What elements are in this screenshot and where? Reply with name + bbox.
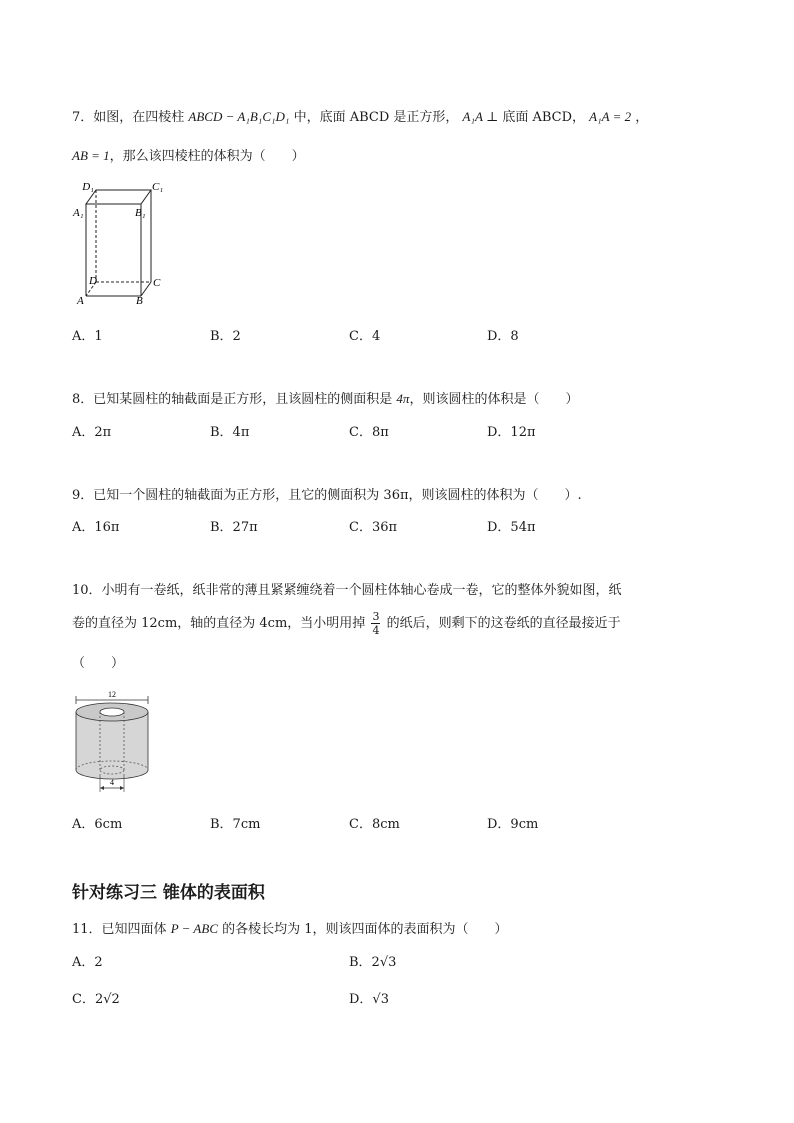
q7-line1 [72, 106, 648, 125]
q8-area-expr: 4π [396, 391, 410, 406]
q7-text-b: 中，底面 ABCD 是正方形， [293, 110, 459, 125]
q8-text-b: ，则该圆柱的体积是（ ） [409, 392, 579, 407]
q7-option-d: D．8 [487, 329, 519, 344]
q7-option-c: C．4 [349, 329, 381, 344]
q9-area-expr: 36π [383, 488, 409, 503]
q8-option-a: A．2π [72, 425, 112, 440]
label-C1: C₁ [152, 181, 164, 193]
q7-text-a: 7．如图，在四棱柱 [72, 110, 185, 125]
label-D: D [89, 275, 97, 287]
q7-text-e: ，那么该四棱柱的体积为（ ） [109, 149, 305, 164]
q7-text-c: 底面 ABCD， [502, 110, 586, 125]
q7-option-a: A．1 [72, 329, 103, 344]
q10-text-b: 的纸后，则剩下的这卷纸的直径最接近于 [386, 616, 621, 631]
q8-option-d: D．12π [487, 425, 536, 440]
q9-option-a: A．16π [72, 520, 120, 535]
q10-fraction-denominator: 4 [372, 624, 380, 637]
q7-ab-expr: AB = 1 [72, 148, 110, 163]
q7-prism-expr: ABCD − A₁B₁C₁D₁ [188, 109, 290, 124]
q10-fraction-numerator: 3 [372, 610, 380, 623]
q9-stem [72, 484, 582, 503]
q10-line3: （ ） [72, 656, 125, 671]
label-D1: D₁ [82, 181, 94, 193]
q8-option-c: C．8π [349, 425, 389, 440]
q10-option-d: D．9cm [487, 817, 539, 832]
q7-perp-expr: A₁A ⊥ [462, 109, 499, 124]
q9-text-a: 9．已知一个圆柱的轴截面为正方形，且它的侧面积为 [72, 488, 380, 503]
q10-option-a: A．6cm [72, 817, 123, 832]
q10-option-c: C．8cm [349, 817, 400, 832]
q9-option-b: B．27π [210, 520, 258, 535]
label-C: C [153, 277, 161, 289]
q10-paper-roll-figure [72, 688, 162, 798]
q8-text-a: 8．已知某圆柱的轴截面是正方形，且该圆柱的侧面积是 [72, 392, 393, 407]
section-heading: 针对练习三 锥体的表面积 [72, 883, 265, 903]
q9-option-c: C．36π [349, 520, 398, 535]
q11-option-d: D．√3 [349, 992, 389, 1007]
q10-line1: 10．小明有一卷纸，纸非常的薄且紧紧缠绕着一个圆柱体轴心卷成一卷，它的整体外貌如图，纸 [72, 583, 622, 598]
q11-text-a: 11．已知四面体 [72, 922, 167, 937]
q10-dim-top: 12 [108, 690, 116, 699]
q10-line2 [72, 610, 621, 637]
q7-height-expr: A₁A = 2 [589, 109, 632, 124]
q9-option-d: D．54π [487, 520, 536, 535]
q11-text-b: 的各棱长均为 1，则该四面体的表面积为（ ） [222, 922, 508, 937]
label-A1: A₁ [73, 207, 84, 219]
q11-tetra-expr: P − ABC [170, 921, 218, 936]
q7-text-d: ， [635, 110, 649, 125]
q11-option-b: B．2√3 [349, 955, 397, 970]
label-B1: B₁ [135, 207, 146, 219]
q10-option-b: B．7cm [210, 817, 261, 832]
q10-text-a: 卷的直径为 12cm，轴的直径为 4cm，当小明用掉 [72, 616, 366, 631]
q11-option-a: A．2 [72, 955, 103, 970]
q8-stem [72, 388, 578, 407]
q8-option-b: B．4π [210, 425, 250, 440]
q7-option-b: B．2 [210, 329, 241, 344]
q11-option-c: C．2√2 [72, 992, 120, 1007]
q7-line2 [72, 145, 305, 164]
q10-fraction [371, 610, 380, 637]
q7-prism-figure [72, 178, 172, 308]
label-A: A [77, 295, 84, 307]
q10-dim-bottom: 4 [110, 778, 114, 787]
q9-text-b: ，则该圆柱的体积为（ ）. [408, 488, 582, 503]
label-B: B [136, 295, 143, 307]
q11-stem [72, 918, 508, 937]
